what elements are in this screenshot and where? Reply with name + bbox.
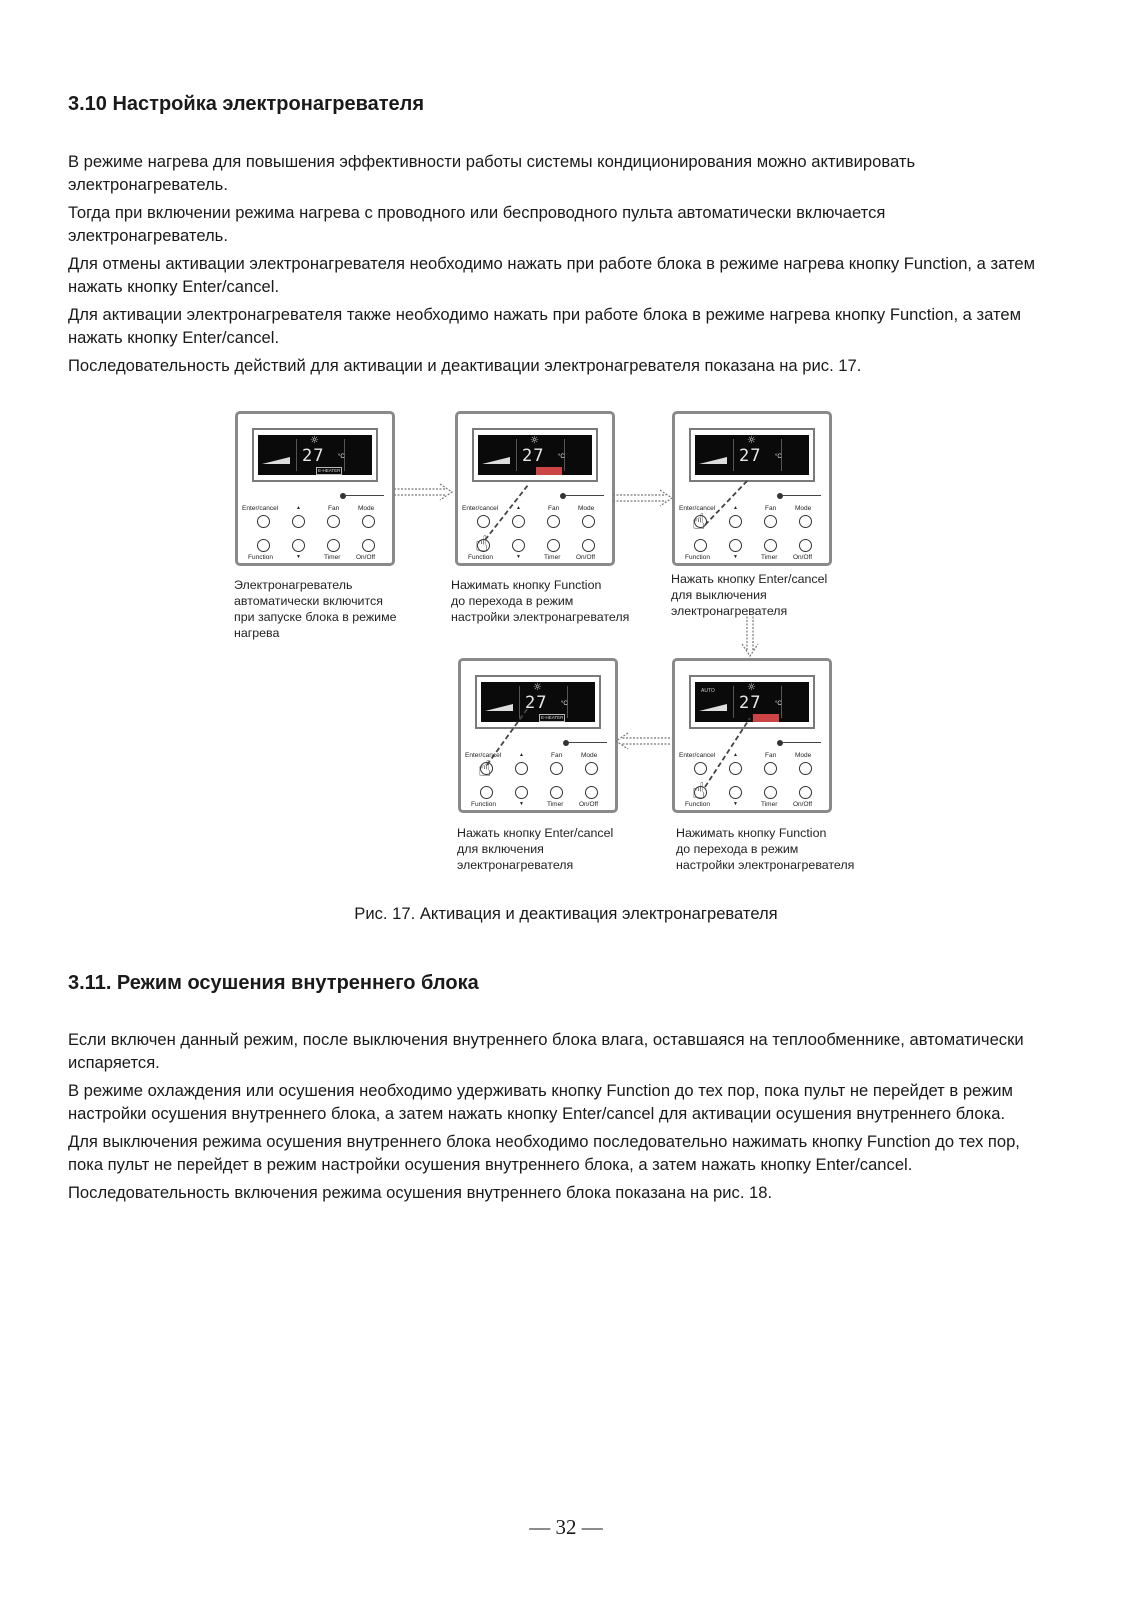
fan-label: Fan bbox=[328, 505, 340, 512]
timer-label: Timer bbox=[324, 554, 341, 561]
function-label: Function bbox=[685, 801, 710, 808]
up-arrow-icon: ▲ bbox=[733, 505, 738, 511]
fan-label: Fan bbox=[765, 505, 777, 512]
press-line-4 bbox=[487, 705, 530, 765]
pointing-hand-icon: ☝ bbox=[478, 757, 492, 782]
down-arrow-icon: ▼ bbox=[296, 554, 301, 560]
on-off-label: On/Off bbox=[793, 554, 813, 561]
enter-cancel-label: Enter/cancel bbox=[679, 752, 716, 759]
caption-line: автоматически включится bbox=[234, 594, 383, 608]
caption-line: Нажимать кнопку Function bbox=[676, 826, 827, 840]
temperature-unit: °C bbox=[558, 454, 565, 460]
pointing-hand-icon: ☝ bbox=[692, 779, 706, 804]
caption-line: электронагревателя bbox=[671, 604, 788, 618]
sun-icon: ☼ bbox=[747, 682, 756, 693]
sun-icon: ☼ bbox=[530, 435, 539, 446]
timer-label: Timer bbox=[761, 554, 778, 561]
on-off-label: On/Off bbox=[576, 554, 596, 561]
function-label: Function bbox=[468, 554, 493, 561]
caption-line: Нажимать кнопку Function bbox=[451, 578, 602, 592]
arrow-right-2 bbox=[613, 490, 672, 506]
function-label: Function bbox=[248, 554, 273, 561]
temperature-unit: °C bbox=[775, 701, 782, 707]
timer-label: Timer bbox=[761, 801, 778, 808]
paragraph: Для выключения режима осушения внутреннего блока необходимо последовательно нажимать кнопку Function до тех пор, пока пульт не перейдет в режим настройки осушения внутреннего блока, а затем нажать кнопку Enter/cancel. bbox=[68, 1132, 1020, 1174]
up-arrow-icon: ▲ bbox=[733, 752, 738, 758]
up-arrow-icon: ▲ bbox=[519, 752, 524, 758]
paragraph: В режиме нагрева для повышения эффективности работы системы кондиционирования можно активировать электронагреватель. bbox=[68, 152, 916, 194]
arrow-left bbox=[616, 733, 670, 749]
page-number: — 32 — bbox=[529, 1515, 603, 1539]
temperature-unit: °C bbox=[775, 454, 782, 460]
temperature-readout: 27 bbox=[739, 693, 762, 713]
down-arrow-icon: ▼ bbox=[516, 554, 521, 560]
enter-cancel-label: Enter/cancel bbox=[242, 505, 279, 512]
sun-icon: ☼ bbox=[533, 682, 542, 693]
enter-cancel-label: Enter/cancel bbox=[465, 752, 502, 759]
timer-label: Timer bbox=[547, 801, 564, 808]
enter-cancel-label: Enter/cancel bbox=[462, 505, 499, 512]
mode-label: Mode bbox=[578, 505, 595, 512]
caption-line: электронагревателя bbox=[457, 858, 574, 872]
paragraph: Последовательность включения режима осушения внутреннего блока показана на рис. 18. bbox=[68, 1183, 773, 1202]
up-arrow-icon: ▲ bbox=[516, 505, 521, 511]
heater-indicator: E-HEATER bbox=[541, 715, 564, 720]
auto-label: AUTO bbox=[701, 688, 715, 694]
fan-label: Fan bbox=[765, 752, 777, 759]
temperature-readout: 27 bbox=[522, 446, 545, 466]
on-off-label: On/Off bbox=[793, 801, 813, 808]
sun-icon: ☼ bbox=[310, 435, 319, 446]
mode-label: Mode bbox=[581, 752, 598, 759]
arrow-down bbox=[742, 613, 758, 656]
caption-line: для выключения bbox=[671, 588, 767, 602]
temperature-readout: 27 bbox=[302, 446, 325, 466]
caption-line: до перехода в режим bbox=[676, 842, 799, 856]
arrow-right-1 bbox=[394, 484, 452, 500]
caption-line: настройки электронагревателя bbox=[451, 610, 630, 624]
mode-label: Mode bbox=[795, 505, 812, 512]
press-line-5 bbox=[705, 718, 750, 787]
on-off-label: On/Off bbox=[356, 554, 376, 561]
fan-label: Fan bbox=[548, 505, 560, 512]
press-line-2 bbox=[485, 485, 528, 540]
function-label: Function bbox=[471, 801, 496, 808]
caption-line: до перехода в режим bbox=[451, 594, 574, 608]
pointing-hand-icon: ☝ bbox=[475, 532, 489, 557]
paragraph: Для активации электронагревателя также необходимо нажать при работе блока в режиме нагрева кнопку Function, а затем нажать кнопку Enter/cancel. bbox=[68, 305, 1022, 347]
mode-label: Mode bbox=[358, 505, 375, 512]
caption-line: нагрева bbox=[234, 626, 280, 640]
caption-line: Электронагреватель bbox=[234, 578, 353, 592]
caption-line: настройки электронагревателя bbox=[676, 858, 855, 872]
down-arrow-icon: ▼ bbox=[733, 801, 738, 807]
section-3-11 bbox=[68, 972, 1068, 995]
caption-line: при запуске блока в режиме bbox=[234, 610, 397, 624]
figure-caption: Рис. 17. Активация и деактивация электронагревателя bbox=[354, 904, 778, 923]
press-line-3 bbox=[705, 480, 748, 525]
temperature-unit: °C bbox=[561, 701, 568, 707]
temperature-unit: °C bbox=[338, 454, 345, 460]
caption-line: Нажать кнопку Enter/cancel bbox=[457, 826, 614, 840]
heater-indicator: E-HEATER bbox=[318, 468, 341, 473]
paragraph: Тогда при включении режима нагрева с проводного или беспроводного пульта автоматически включается электронагреватель. bbox=[68, 203, 886, 245]
paragraph: Если включен данный режим, после выключения внутреннего блока влага, оставшаяся на теплообменнике, автоматически испаряется. bbox=[68, 1030, 1024, 1072]
pointing-hand-icon: ☝ bbox=[692, 510, 706, 535]
on-off-label: On/Off bbox=[579, 801, 599, 808]
up-arrow-icon: ▲ bbox=[296, 505, 301, 511]
caption-line: Нажать кнопку Enter/cancel bbox=[671, 572, 828, 586]
temperature-readout: 27 bbox=[739, 446, 762, 466]
timer-label: Timer bbox=[544, 554, 561, 561]
mode-label: Mode bbox=[795, 752, 812, 759]
temperature-readout: 27 bbox=[525, 693, 548, 713]
caption-line: для включения bbox=[457, 842, 544, 856]
function-label: Function bbox=[685, 554, 710, 561]
down-arrow-icon: ▼ bbox=[733, 554, 738, 560]
paragraph: Последовательность действий для активации и деактивации электронагревателя показана на рис. 17. bbox=[68, 356, 862, 375]
section-heading: 3.10 Настройка электронагревателя bbox=[68, 93, 425, 115]
paragraph: В режиме охлаждения или осушения необходимо удерживать кнопку Function до тех пор, пока пульт не перейдет в режим настройки осушения внутреннего блока, а затем нажать кнопку Enter/cancel для активации осушения внутреннего блока. bbox=[68, 1081, 1013, 1123]
enter-cancel-label: Enter/cancel bbox=[679, 505, 716, 512]
section-3-11-body bbox=[68, 1028, 1043, 1209]
paragraph: Для отмены активации электронагревателя необходимо нажать при работе блока в режиме нагрева кнопку Function, а затем нажать кнопку Enter/cancel. bbox=[68, 254, 1036, 296]
section-heading: 3.11. Режим осушения внутреннего блока bbox=[68, 972, 479, 994]
sun-icon: ☼ bbox=[747, 435, 756, 446]
down-arrow-icon: ▼ bbox=[519, 801, 524, 807]
heater-indicator-active: E-HEATER bbox=[755, 715, 778, 720]
fan-label: Fan bbox=[551, 752, 563, 759]
heater-indicator-active: E-HEATER bbox=[538, 468, 561, 473]
